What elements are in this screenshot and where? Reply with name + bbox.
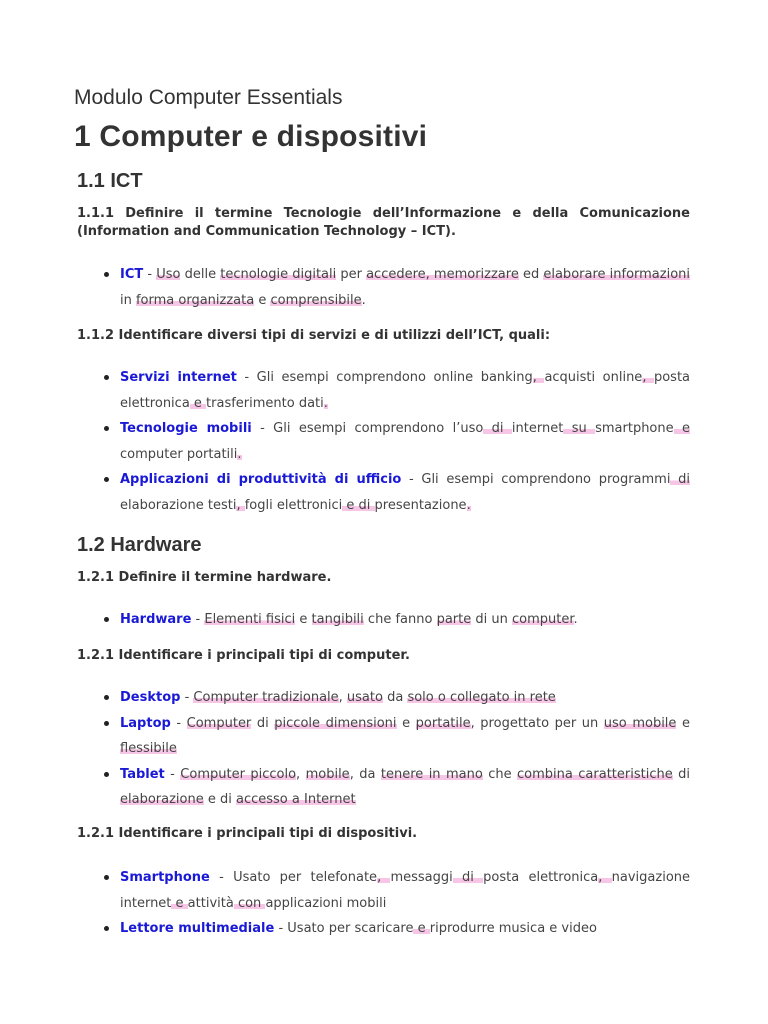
- highlighted-phrase: flessibile: [120, 741, 177, 756]
- term-label: Servizi internet: [120, 370, 237, 385]
- term-separator: -: [401, 472, 422, 487]
- list-ict-definition: [77, 262, 690, 313]
- plain-text: in: [120, 292, 136, 308]
- plain-text: delle: [180, 267, 221, 282]
- term-separator: -: [191, 612, 205, 627]
- plain-text: di: [672, 766, 691, 782]
- plain-text: posta elettronica: [483, 870, 599, 885]
- module-title: Modulo Computer Essentials: [74, 86, 343, 109]
- highlighted-phrase: uso mobile: [603, 715, 677, 731]
- highlighted-phrase: e: [413, 921, 430, 936]
- term-label: Hardware: [120, 612, 192, 627]
- plain-text: internet: [511, 421, 564, 436]
- plain-text: Gli esempi comprendono: [273, 421, 453, 436]
- term-label: ICT: [120, 267, 144, 282]
- highlighted-phrase: Elementi fisici: [204, 612, 296, 627]
- plain-text: attività: [187, 895, 234, 911]
- highlighted-phrase: comprensibile: [270, 292, 362, 308]
- highlighted-phrase: Uso: [156, 267, 181, 282]
- plain-text: l’uso: [452, 421, 484, 436]
- plain-text: .: [361, 292, 366, 308]
- highlighted-phrase: Computer: [186, 715, 252, 731]
- plain-text: riprodurre musica e video: [429, 921, 597, 936]
- term-separator: -: [180, 690, 194, 705]
- plain-text: e: [396, 715, 416, 731]
- plain-text: Usato per: [287, 921, 355, 936]
- highlighted-phrase: elaborare informazioni: [543, 267, 691, 282]
- section-heading-ict: 1.1 ICT: [77, 170, 143, 192]
- plain-text: presentazione: [374, 497, 467, 513]
- subsection-1-1-2: 1.1.2 Identificare diversi tipi di servizi e di utilizzi dell’ICT, quali:: [77, 328, 551, 343]
- highlighted-phrase: tecnologie digitali: [220, 267, 337, 282]
- term-separator: -: [164, 766, 181, 782]
- highlighted-phrase: con: [233, 895, 266, 911]
- term-label: Applicazioni di produttività di ufficio: [120, 472, 402, 487]
- plain-text: applicazioni mobili: [265, 895, 387, 911]
- term-label: Lettore multimediale: [120, 921, 275, 936]
- highlighted-phrase: piccole dimensioni: [274, 715, 397, 731]
- plain-text: per: [336, 267, 367, 282]
- highlighted-phrase: elaborazione: [120, 792, 204, 807]
- term-label: Tablet: [120, 766, 165, 782]
- list-item: [77, 416, 690, 467]
- term-label: Desktop: [120, 690, 181, 705]
- highlighted-phrase: accesso a Internet: [236, 792, 356, 807]
- highlighted-phrase: ,: [377, 870, 391, 885]
- plain-text: computer portatili: [120, 446, 238, 462]
- list-ict-services: [77, 365, 690, 518]
- plain-text: online banking: [433, 370, 533, 385]
- subsection-1-2-1: 1.2.1 Definire il termine hardware.: [77, 570, 332, 585]
- list-item: [77, 685, 690, 711]
- highlighted-phrase: di: [483, 421, 512, 436]
- list-hardware-definition: [77, 607, 690, 633]
- plain-text: e: [295, 612, 312, 627]
- highlighted-phrase: usato: [346, 690, 383, 705]
- plain-text: acquisti online: [544, 370, 643, 385]
- highlighted-phrase: portatile: [415, 715, 471, 731]
- highlighted-phrase: ,: [598, 870, 612, 885]
- plain-text: e di: [203, 792, 236, 807]
- highlighted-phrase: accedere, memorizzare: [366, 267, 519, 282]
- highlighted-phrase: e: [189, 395, 207, 411]
- list-item: [77, 365, 690, 416]
- term-separator: -: [236, 370, 257, 385]
- term-separator: -: [274, 921, 288, 936]
- highlighted-phrase: ,: [236, 497, 245, 513]
- highlighted-phrase: Computer piccolo: [180, 766, 297, 782]
- highlighted-phrase: .: [466, 497, 471, 513]
- highlighted-phrase: su: [563, 421, 596, 436]
- section-heading-hardware: 1.2 Hardware: [77, 534, 202, 556]
- plain-text: elaborazione testi: [120, 497, 237, 513]
- term-separator: -: [209, 870, 234, 885]
- subsection-1-1-1: 1.1.1 Definire il termine Tecnologie dell’Informazione e della Comunicazione (Information and Communication Technology – ICT).: [77, 206, 690, 239]
- list-device-types: [77, 865, 690, 942]
- highlighted-phrase: solo o collegato in rete: [407, 690, 556, 705]
- list-item: [77, 607, 690, 633]
- highlighted-phrase: Computer tradizionale: [193, 690, 339, 705]
- plain-text: e: [676, 715, 690, 731]
- plain-text: Gli esempi comprendono: [421, 472, 599, 487]
- plain-text: , da: [349, 766, 381, 782]
- highlighted-phrase: .: [323, 395, 328, 411]
- term-separator: -: [143, 267, 157, 282]
- plain-text: posta elettronica: [120, 370, 691, 411]
- subsection-computer-types: 1.2.1 Identificare i principali tipi di computer.: [77, 648, 410, 663]
- term-label: Laptop: [120, 715, 171, 731]
- highlighted-phrase: combina caratteristiche: [517, 766, 673, 782]
- highlighted-phrase: tangibili: [311, 612, 364, 627]
- list-item: [77, 262, 690, 313]
- plain-text: .: [573, 612, 578, 627]
- highlighted-phrase: ,: [642, 370, 654, 385]
- plain-text: messaggi: [390, 870, 453, 885]
- highlighted-phrase: e: [673, 421, 690, 436]
- term-label: Tecnologie mobili: [120, 421, 252, 436]
- plain-text: fogli elettronici: [244, 497, 343, 513]
- plain-text: telefonate: [310, 870, 378, 885]
- plain-text: che fanno: [363, 612, 437, 627]
- plain-text: scaricare: [354, 921, 414, 936]
- highlighted-phrase: parte: [436, 612, 472, 627]
- highlighted-phrase: tenere in mano: [380, 766, 483, 782]
- highlighted-phrase: di: [670, 472, 690, 487]
- plain-text: di: [251, 715, 275, 731]
- highlighted-phrase: e di: [342, 497, 375, 513]
- plain-text: Usato per: [233, 870, 311, 885]
- list-item: [77, 865, 690, 916]
- highlighted-phrase: .: [237, 446, 242, 462]
- plain-text: e: [254, 292, 271, 308]
- highlighted-phrase: e: [171, 895, 188, 911]
- list-item: [77, 762, 690, 813]
- plain-text: smartphone: [595, 421, 674, 436]
- highlighted-phrase: computer: [511, 612, 574, 627]
- highlighted-phrase: di: [452, 870, 484, 885]
- plain-text: , progettato per un: [470, 715, 604, 731]
- highlighted-phrase: ,: [532, 370, 545, 385]
- plain-text: ,: [338, 690, 347, 705]
- term-separator: -: [170, 715, 187, 731]
- plain-text: Gli esempi comprendono: [256, 370, 434, 385]
- highlighted-phrase: mobile: [305, 766, 350, 782]
- term-label: Smartphone: [120, 870, 210, 885]
- list-item: [77, 467, 690, 518]
- subsection-device-types: 1.2.1 Identificare i principali tipi di dispositivi.: [77, 826, 418, 841]
- chapter-title: 1 Computer e dispositivi: [74, 120, 428, 153]
- plain-text: programmi: [598, 472, 671, 487]
- plain-text: ed: [518, 267, 544, 282]
- plain-text: ,: [296, 766, 306, 782]
- plain-text: navigazione internet: [120, 870, 691, 911]
- term-separator: -: [251, 421, 274, 436]
- list-computer-types: [77, 685, 690, 813]
- list-item: [77, 916, 690, 942]
- plain-text: trasferimento dati: [206, 395, 324, 411]
- highlighted-phrase: forma organizzata: [135, 292, 255, 308]
- plain-text: da: [382, 690, 408, 705]
- list-item: [77, 711, 690, 762]
- plain-text: che: [482, 766, 518, 782]
- plain-text: di un: [471, 612, 512, 627]
